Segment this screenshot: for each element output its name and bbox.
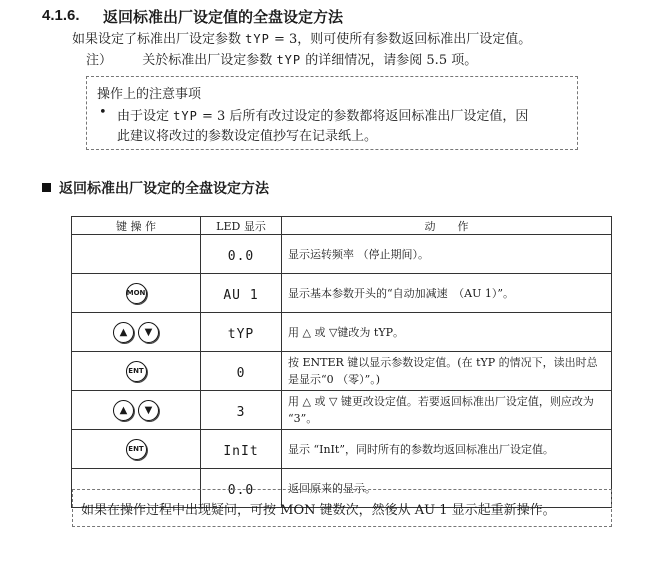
footer-text: 如果在操作过程中出现疑问，可按 MON 键数次，然後从 AU 1 显示起重新操作。	[81, 503, 556, 518]
caution-text: 由于设定	[117, 109, 170, 124]
square-bullet-icon	[42, 183, 51, 192]
led-cell	[201, 274, 282, 313]
key-op-cell	[72, 391, 201, 430]
section-number: 4.1.6.	[42, 7, 80, 24]
caution-box	[86, 76, 578, 150]
action-desc: 用 △ 或 ▽ 键更改设定值。若要返回标准出厂设定值，则应改为 “3”。	[282, 391, 612, 430]
header-key-op: 键 操 作	[72, 217, 201, 235]
up-key-icon: ▲	[113, 400, 134, 421]
up-key-icon: ▲	[113, 322, 134, 343]
note-label: 注）	[86, 53, 113, 68]
footer-box	[72, 489, 612, 527]
caution-line-1	[117, 105, 528, 124]
bullet-mark: •	[99, 105, 107, 120]
led-display: AU 1	[223, 287, 259, 303]
table-row	[72, 352, 612, 391]
action-desc: 用 △ 或 ▽键改为 tYP。	[282, 313, 612, 352]
led-cell	[201, 430, 282, 469]
table-row	[72, 235, 612, 274]
param-code: tYP	[245, 32, 270, 46]
param-code: tYP	[276, 53, 302, 67]
table-header-row	[72, 217, 612, 235]
action-desc: 显示 “InIt”，同时所有的参数均返回标准出厂设定值。	[282, 430, 612, 469]
key-op-cell	[72, 313, 201, 352]
subheading-text: 返回标准出厂设定的全盘设定方法	[59, 181, 269, 197]
operation-table	[71, 216, 612, 508]
led-cell	[201, 235, 282, 274]
table-row	[72, 430, 612, 469]
table-row	[72, 274, 612, 313]
intro-text: 关於标准出厂设定参数	[142, 53, 273, 68]
ent-key-icon: ENT	[126, 361, 147, 382]
key-op-cell	[72, 274, 201, 313]
led-display: 0.0	[227, 482, 255, 498]
table-row	[72, 313, 612, 352]
led-display: tYP	[227, 326, 255, 342]
intro-line-1	[72, 28, 531, 47]
intro-text: 的详细情况，请参阅 5.5 项。	[305, 53, 478, 68]
intro-text: 如果设定了标准出厂设定参数	[72, 32, 242, 47]
led-cell	[201, 391, 282, 430]
action-desc: 显示运转频率 （停止期间）。	[282, 235, 612, 274]
led-display: 0	[236, 365, 246, 381]
led-cell	[201, 352, 282, 391]
param-code: tYP	[173, 109, 198, 123]
mon-key-icon: MON	[126, 283, 147, 304]
section-title: 返回标准出厂设定值的全盘设定方法	[103, 8, 344, 26]
intro-line-2	[86, 49, 477, 68]
led-display: 0.0	[227, 248, 255, 264]
down-key-icon: ▼	[138, 400, 159, 421]
header-led: LED 显示	[201, 217, 282, 235]
subheading	[42, 178, 269, 198]
header-action: 动 作	[282, 217, 612, 235]
ent-key-icon: ENT	[126, 439, 147, 460]
action-desc: 显示基本参数开头的“自动加减速 （AU 1）”。	[282, 274, 612, 313]
key-op-cell	[72, 430, 201, 469]
action-desc: 按 ENTER 键以显示参数设定值。(在 tYP 的情况下，读出时总是显示“0 （零）”。)	[282, 352, 612, 391]
action-desc: 返回原来的显示。	[282, 469, 612, 508]
caution-line-2: 此建议将改过的参数设定值抄写在记录纸上。	[117, 129, 378, 144]
led-cell	[201, 313, 282, 352]
table-row	[72, 391, 612, 430]
down-key-icon: ▼	[138, 322, 159, 343]
caution-title: 操作上的注意事项	[97, 87, 202, 102]
key-op-cell	[72, 235, 201, 274]
led-display: 3	[236, 404, 246, 420]
key-op-cell	[72, 352, 201, 391]
led-display: InIt	[223, 443, 259, 459]
caution-text: = 3 后所有改过设定的参数都将返回标准出厂设定值，因	[201, 109, 529, 124]
intro-text: = 3，则可使所有参数返回标准出厂设定值。	[273, 32, 532, 47]
